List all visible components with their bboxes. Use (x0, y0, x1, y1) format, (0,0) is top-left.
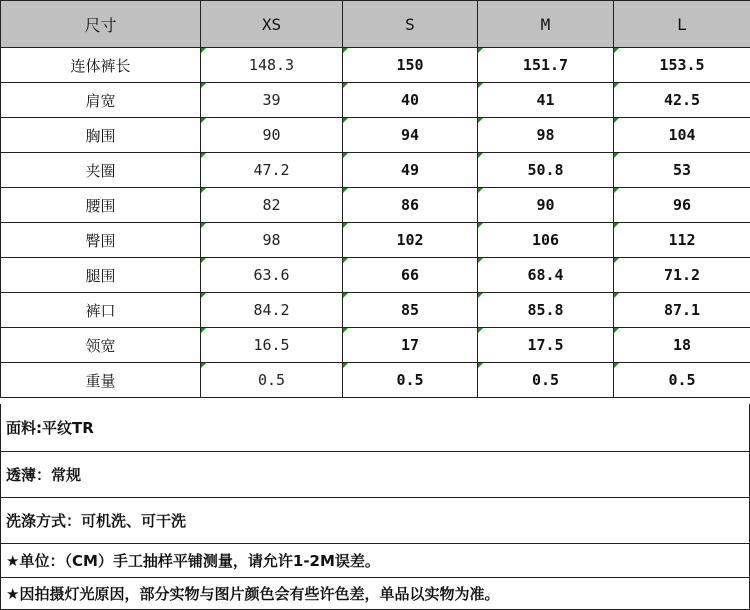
cell-xs: 16.5 (201, 328, 343, 363)
cell-s: 49 (343, 153, 478, 188)
cell-xs: 90 (201, 118, 343, 153)
row-label: 裤口 (1, 293, 201, 328)
row-label: 腿围 (1, 258, 201, 293)
cell-xs: 47.2 (201, 153, 343, 188)
header-s: S (343, 1, 478, 48)
cell-l: 87.1 (614, 293, 750, 328)
table-row (1, 293, 750, 328)
cell-s: 17 (343, 328, 478, 363)
header-m: M (478, 1, 614, 48)
cell-s: 150 (343, 48, 478, 83)
cell-s: 94 (343, 118, 478, 153)
header-l: L (614, 1, 750, 48)
cell-xs: 63.6 (201, 258, 343, 293)
cell-m: 98 (478, 118, 614, 153)
cell-l: 71.2 (614, 258, 750, 293)
cell-m: 41 (478, 83, 614, 118)
cell-m: 151.7 (478, 48, 614, 83)
cell-m: 90 (478, 188, 614, 223)
cell-l: 18 (614, 328, 750, 363)
header-xs: XS (201, 1, 343, 48)
cell-xs: 39 (201, 83, 343, 118)
cell-s: 86 (343, 188, 478, 223)
cell-m: 0.5 (478, 363, 614, 398)
notes-section (0, 404, 750, 610)
table-row (1, 48, 750, 83)
cell-l: 96 (614, 188, 750, 223)
fabric-note: 面料:平纹TR (0, 404, 750, 452)
cell-l: 0.5 (614, 363, 750, 398)
table-row (1, 83, 750, 118)
row-label: 领宽 (1, 328, 201, 363)
thickness-note: 透薄：常规 (0, 452, 750, 498)
table-row (1, 188, 750, 223)
cell-s: 66 (343, 258, 478, 293)
cell-l: 42.5 (614, 83, 750, 118)
cell-s: 0.5 (343, 363, 478, 398)
table-row (1, 363, 750, 398)
row-label: 臀围 (1, 223, 201, 258)
cell-l: 112 (614, 223, 750, 258)
size-table-body (1, 1, 750, 398)
cell-l: 104 (614, 118, 750, 153)
cell-m: 106 (478, 223, 614, 258)
header-size-label: 尺寸 (1, 1, 201, 48)
cell-m: 50.8 (478, 153, 614, 188)
row-label: 连体裤长 (1, 48, 201, 83)
table-row (1, 258, 750, 293)
table-row (1, 153, 750, 188)
cell-l: 53 (614, 153, 750, 188)
row-label: 腰围 (1, 188, 201, 223)
cell-m: 17.5 (478, 328, 614, 363)
table-row (1, 328, 750, 363)
row-label: 胸围 (1, 118, 201, 153)
row-label: 重量 (1, 363, 201, 398)
cell-m: 68.4 (478, 258, 614, 293)
cell-m: 85.8 (478, 293, 614, 328)
cell-xs: 82 (201, 188, 343, 223)
washing-note: 洗涤方式：可机洗、可干洗 (0, 498, 750, 544)
unit-note: ★单位：（CM）手工抽样平铺测量，请允许1-2M误差。 (0, 544, 750, 578)
table-row (1, 118, 750, 153)
cell-l: 153.5 (614, 48, 750, 83)
cell-xs: 98 (201, 223, 343, 258)
table-row (1, 223, 750, 258)
cell-s: 85 (343, 293, 478, 328)
cell-s: 102 (343, 223, 478, 258)
cell-xs: 148.3 (201, 48, 343, 83)
row-label: 肩宽 (1, 83, 201, 118)
row-label: 夹圈 (1, 153, 201, 188)
cell-s: 40 (343, 83, 478, 118)
header-row (1, 1, 750, 48)
cell-xs: 0.5 (201, 363, 343, 398)
cell-xs: 84.2 (201, 293, 343, 328)
color-disclaimer-note: ★因拍摄灯光原因，部分实物与图片颜色会有些许色差，单品以实物为准。 (0, 578, 750, 610)
